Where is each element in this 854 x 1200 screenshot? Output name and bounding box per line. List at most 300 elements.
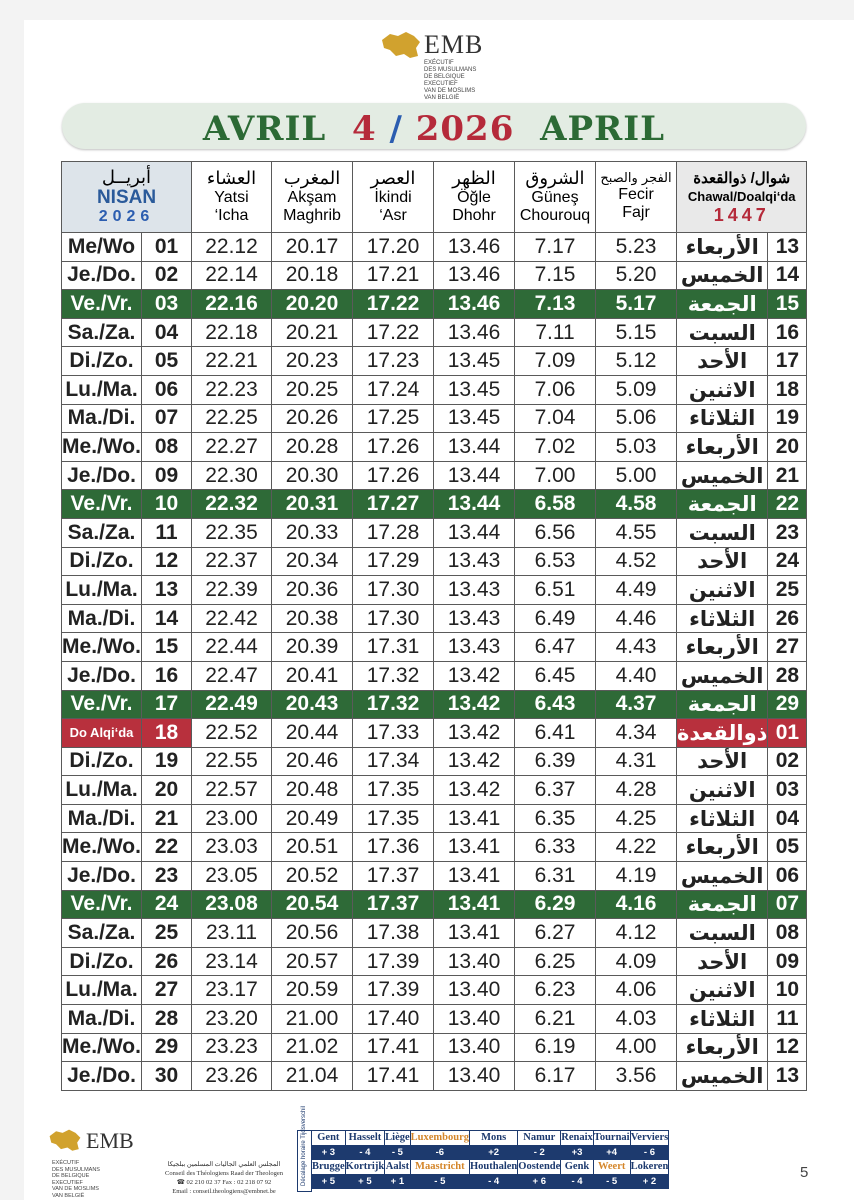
chourouq-time: 6.25: [515, 947, 596, 976]
isha-time: 23.08: [192, 890, 272, 919]
asr-time: 17.41: [353, 1033, 434, 1062]
asr-time: 17.22: [353, 290, 434, 319]
day-cell: Je./Do.: [62, 1062, 142, 1091]
day-cell: Me./Wo.: [62, 433, 142, 462]
council-email: Email : conseil.theologiens@embnet.be: [172, 1188, 276, 1195]
chourouq-time: 6.53: [515, 547, 596, 576]
city-offset: - 6: [630, 1145, 669, 1160]
arabic-day-cell: الثلاثاء: [677, 404, 768, 433]
asr-time: 17.39: [353, 976, 434, 1005]
isha-time: 23.17: [192, 976, 272, 1005]
dhohr-time: 13.42: [434, 747, 515, 776]
maghrib-time: 20.21: [272, 318, 353, 347]
hijri-date-cell: 19: [768, 404, 807, 433]
day-cell: Me./Wo.: [62, 1033, 142, 1062]
header-asr: العصر İkindi ‘Asr: [353, 162, 434, 233]
fajr-time: 5.12: [596, 347, 677, 376]
table-row: [62, 604, 807, 633]
chourouq-time: 6.23: [515, 976, 596, 1005]
day-cell: Sa./Za.: [62, 518, 142, 547]
asr-time: 17.39: [353, 947, 434, 976]
chourouq-time: 6.49: [515, 604, 596, 633]
table-row: [62, 375, 807, 404]
city-name: Renaix: [561, 1132, 593, 1144]
table-row: [62, 547, 807, 576]
table-row: [62, 719, 807, 748]
fajr-time: 4.22: [596, 833, 677, 862]
maghrib-time: 20.17: [272, 233, 353, 262]
fajr-time: 5.15: [596, 318, 677, 347]
dhohr-time: 13.40: [434, 1033, 515, 1062]
table-row: [62, 776, 807, 805]
chourouq-time: 6.17: [515, 1062, 596, 1091]
isha-time: 22.42: [192, 604, 272, 633]
month-banner: [62, 103, 806, 149]
fajr-time: 4.55: [596, 518, 677, 547]
day-cell: Ve./Vr.: [62, 290, 142, 319]
city-name: Houthalen: [470, 1161, 518, 1173]
asr-time: 17.35: [353, 804, 434, 833]
chourouq-time: 6.45: [515, 661, 596, 690]
asr-time: 17.20: [353, 233, 434, 262]
city-offset: - 4: [561, 1174, 594, 1189]
dhohr-time: 13.43: [434, 576, 515, 605]
dhohr-time: 13.42: [434, 776, 515, 805]
hijri-date-cell: 13: [768, 233, 807, 262]
city-offset: - 2: [518, 1145, 561, 1160]
chourouq-time: 7.15: [515, 261, 596, 290]
arabic-day-cell: الثلاثاء: [677, 1005, 768, 1034]
asr-time: 17.28: [353, 518, 434, 547]
arabic-day-cell: الجمعة: [677, 890, 768, 919]
dhohr-time: 13.44: [434, 461, 515, 490]
page-number: 5: [800, 1164, 809, 1181]
fajr-time: 4.09: [596, 947, 677, 976]
fajr-time: 4.58: [596, 490, 677, 519]
arabic-day-cell: السبت: [677, 518, 768, 547]
arabic-day-cell: الخميس: [677, 461, 768, 490]
arabic-day-cell: الاثنين: [677, 976, 768, 1005]
asr-time: 17.27: [353, 490, 434, 519]
council-name: Conseil des Théologiens Raad der Theologen: [165, 1170, 283, 1177]
dhohr-time: 13.44: [434, 433, 515, 462]
isha-time: 22.25: [192, 404, 272, 433]
date-cell: 10: [142, 490, 192, 519]
fajr-time: 4.40: [596, 661, 677, 690]
table-row: [62, 261, 807, 290]
table-row: [62, 1033, 807, 1062]
date-cell: 03: [142, 290, 192, 319]
arabic-day-cell: الجمعة: [677, 490, 768, 519]
month-number: 4: [351, 109, 377, 149]
footer-brand-subtitle: EXÉCUTIF DES MUSULMANS DE BELGIQUE EXECUTIEF VAN DE MOSLIMS VAN BELGIË: [52, 1160, 100, 1199]
arabic-day-cell: الثلاثاء: [677, 604, 768, 633]
date-cell: 23: [142, 862, 192, 891]
isha-time: 23.00: [192, 804, 272, 833]
chourouq-time: 6.47: [515, 633, 596, 662]
date-cell: 02: [142, 261, 192, 290]
arabic-day-cell: الأحد: [677, 747, 768, 776]
date-cell: 11: [142, 518, 192, 547]
date-cell: 06: [142, 375, 192, 404]
isha-time: 22.30: [192, 461, 272, 490]
arabic-day-cell: الخميس: [677, 261, 768, 290]
arabic-day-cell: الاثنين: [677, 375, 768, 404]
isha-time: 22.37: [192, 547, 272, 576]
day-cell: Lu./Ma.: [62, 375, 142, 404]
day-cell: Di./Zo.: [62, 747, 142, 776]
arabic-day-cell: الأربعاء: [677, 1033, 768, 1062]
day-cell: Je./Do.: [62, 661, 142, 690]
date-cell: 17: [142, 690, 192, 719]
day-cell: Me/Wo: [62, 233, 142, 262]
date-cell: 05: [142, 347, 192, 376]
city-offset: + 6: [518, 1174, 561, 1189]
maghrib-time: 20.48: [272, 776, 353, 805]
arabic-day-cell: الأربعاء: [677, 233, 768, 262]
city-offset: + 1: [385, 1174, 411, 1189]
arabic-day-cell: الاثنين: [677, 776, 768, 805]
maghrib-time: 20.28: [272, 433, 353, 462]
day-cell: Do Alqi‘da: [62, 719, 142, 748]
asr-time: 17.40: [353, 1005, 434, 1034]
city-name: Mons: [470, 1131, 518, 1146]
arabic-day-cell: الأحد: [677, 347, 768, 376]
isha-time: 22.16: [192, 290, 272, 319]
day-cell: Je./Do.: [62, 862, 142, 891]
table-row: [62, 919, 807, 948]
fajr-time: 4.12: [596, 919, 677, 948]
chourouq-time: 6.51: [515, 576, 596, 605]
hijri-date-cell: 23: [768, 518, 807, 547]
isha-time: 22.12: [192, 233, 272, 262]
asr-time: 17.22: [353, 318, 434, 347]
day-cell: Ve./Vr.: [62, 690, 142, 719]
date-cell: 19: [142, 747, 192, 776]
time-offset-label: Décalage horaire Tijdsverschil: [297, 1130, 312, 1192]
date-cell: 18: [142, 719, 192, 748]
chourouq-time: 7.13: [515, 290, 596, 319]
date-cell: 22: [142, 833, 192, 862]
date-cell: 08: [142, 433, 192, 462]
day-cell: Di./Zo.: [62, 947, 142, 976]
city-name: Kortrijk: [345, 1161, 385, 1173]
header-nisan: أبريــل NISAN 2026: [62, 162, 192, 233]
council-arabic: المجلس العلمي الجاليات المسلمين ببلجيكا: [167, 1161, 281, 1168]
chourouq-time: 7.17: [515, 233, 596, 262]
day-cell: Lu./Ma.: [62, 576, 142, 605]
chourouq-time: 6.56: [515, 518, 596, 547]
dhohr-time: 13.40: [434, 947, 515, 976]
header-chourouq: الشروق Güneş Chourouq: [515, 162, 596, 233]
date-cell: 26: [142, 947, 192, 976]
city-offset: + 3: [312, 1145, 346, 1160]
brand-name: EMB: [424, 30, 484, 59]
hijri-date-cell: 02: [768, 747, 807, 776]
maghrib-time: 20.26: [272, 404, 353, 433]
maghrib-time: 20.33: [272, 518, 353, 547]
isha-time: 23.11: [192, 919, 272, 948]
maghrib-time: 20.23: [272, 347, 353, 376]
asr-time: 17.41: [353, 1062, 434, 1091]
header-fajr: الفجر والصبح Fecir Fajr: [596, 162, 677, 233]
asr-time: 17.37: [353, 890, 434, 919]
isha-time: 22.44: [192, 633, 272, 662]
city-name: Weert: [593, 1160, 630, 1175]
hijri-date-cell: 12: [768, 1033, 807, 1062]
hijri-date-cell: 10: [768, 976, 807, 1005]
maghrib-time: 20.46: [272, 747, 353, 776]
dhohr-time: 13.40: [434, 1062, 515, 1091]
fajr-time: 4.19: [596, 862, 677, 891]
day-cell: Je./Do.: [62, 261, 142, 290]
fajr-time: 4.06: [596, 976, 677, 1005]
fajr-time: 4.03: [596, 1005, 677, 1034]
city-offset: - 4: [470, 1174, 518, 1189]
chourouq-time: 6.31: [515, 862, 596, 891]
day-cell: Sa./Za.: [62, 919, 142, 948]
hijri-date-cell: 04: [768, 804, 807, 833]
arabic-day-cell: الخميس: [677, 862, 768, 891]
hijri-date-cell: 26: [768, 604, 807, 633]
arabic-day-cell: الجمعة: [677, 290, 768, 319]
day-cell: Ma./Di.: [62, 804, 142, 833]
arabic-day-cell: الخميس: [677, 1062, 768, 1091]
city-offset: -6: [410, 1145, 469, 1160]
hijri-date-cell: 18: [768, 375, 807, 404]
hijri-date-cell: 20: [768, 433, 807, 462]
date-cell: 24: [142, 890, 192, 919]
hijri-date-cell: 21: [768, 461, 807, 490]
chourouq-time: 6.27: [515, 919, 596, 948]
hijri-date-cell: 03: [768, 776, 807, 805]
isha-time: 22.18: [192, 318, 272, 347]
city-row: [312, 1131, 669, 1146]
asr-time: 17.34: [353, 747, 434, 776]
hijri-date-cell: 17: [768, 347, 807, 376]
city-offset: - 5: [593, 1174, 630, 1189]
belgium-map-icon: [48, 1128, 82, 1154]
chourouq-time: 6.41: [515, 719, 596, 748]
date-cell: 20: [142, 776, 192, 805]
hijri-date-cell: 01: [768, 719, 807, 748]
table-row: [62, 862, 807, 891]
dhohr-time: 13.40: [434, 976, 515, 1005]
table-row: [62, 1005, 807, 1034]
asr-time: 17.30: [353, 576, 434, 605]
hijri-date-cell: 22: [768, 490, 807, 519]
fajr-time: 5.20: [596, 261, 677, 290]
asr-time: 17.23: [353, 347, 434, 376]
header-isha: العشاء Yatsi ‘Icha: [192, 162, 272, 233]
city-name: Brugge: [312, 1161, 345, 1173]
footer-brand-name: EMB: [86, 1128, 134, 1153]
chourouq-time: 7.00: [515, 461, 596, 490]
chourouq-time: 7.09: [515, 347, 596, 376]
isha-time: 22.39: [192, 576, 272, 605]
city-offset: - 5: [385, 1145, 411, 1160]
hijri-date-cell: 08: [768, 919, 807, 948]
belgium-map-icon: [380, 30, 422, 62]
dhohr-time: 13.40: [434, 1005, 515, 1034]
chourouq-time: 6.37: [515, 776, 596, 805]
date-cell: 14: [142, 604, 192, 633]
table-row: [62, 833, 807, 862]
council-contact: [156, 1160, 292, 1196]
city-name: Maastricht: [410, 1160, 469, 1175]
prayer-times-table: [61, 161, 807, 1091]
hijri-date-cell: 25: [768, 576, 807, 605]
maghrib-time: 20.57: [272, 947, 353, 976]
asr-time: 17.24: [353, 375, 434, 404]
maghrib-time: 20.31: [272, 490, 353, 519]
dhohr-time: 13.43: [434, 604, 515, 633]
arabic-day-cell: الأحد: [677, 547, 768, 576]
day-cell: Ve./Vr.: [62, 490, 142, 519]
fajr-time: 4.34: [596, 719, 677, 748]
city-offset: +2: [470, 1145, 518, 1160]
asr-time: 17.36: [353, 833, 434, 862]
arabic-day-cell: السبت: [677, 919, 768, 948]
dhohr-time: 13.41: [434, 804, 515, 833]
city-row: [312, 1160, 669, 1175]
dhohr-time: 13.42: [434, 719, 515, 748]
isha-time: 23.23: [192, 1033, 272, 1062]
fajr-time: 4.37: [596, 690, 677, 719]
offset-row: [312, 1145, 669, 1160]
hijri-date-cell: 28: [768, 661, 807, 690]
asr-time: 17.26: [353, 461, 434, 490]
maghrib-time: 20.18: [272, 261, 353, 290]
chourouq-time: 6.35: [515, 804, 596, 833]
hijri-date-cell: 24: [768, 547, 807, 576]
asr-time: 17.32: [353, 690, 434, 719]
isha-time: 22.47: [192, 661, 272, 690]
hijri-date-cell: 07: [768, 890, 807, 919]
chourouq-time: 6.43: [515, 690, 596, 719]
table-row: [62, 290, 807, 319]
maghrib-time: 21.04: [272, 1062, 353, 1091]
city-offset: +4: [593, 1145, 630, 1160]
chourouq-time: 6.21: [515, 1005, 596, 1034]
maghrib-time: 20.25: [272, 375, 353, 404]
asr-time: 17.30: [353, 604, 434, 633]
day-cell: Ma./Di.: [62, 1005, 142, 1034]
brand-subtitle: EXÉCUTIF DES MUSULMANS DE BELGIQUE EXECUTIEF VAN DE MOSLIMS VAN BELGIË: [424, 60, 477, 101]
city-name: Genk: [561, 1160, 594, 1175]
dhohr-time: 13.41: [434, 919, 515, 948]
table-row: [62, 518, 807, 547]
table-row: [62, 318, 807, 347]
city-name: Namur: [518, 1131, 561, 1146]
table-row: [62, 576, 807, 605]
asr-time: 17.26: [353, 433, 434, 462]
date-cell: 29: [142, 1033, 192, 1062]
chourouq-time: 6.19: [515, 1033, 596, 1062]
maghrib-time: 20.36: [272, 576, 353, 605]
dhohr-time: 13.43: [434, 633, 515, 662]
year: 2026: [415, 109, 515, 149]
maghrib-time: 20.51: [272, 833, 353, 862]
table-row: [62, 947, 807, 976]
isha-time: 22.35: [192, 518, 272, 547]
chourouq-time: 6.39: [515, 747, 596, 776]
city-offset: - 5: [410, 1174, 469, 1189]
chourouq-time: 6.58: [515, 490, 596, 519]
isha-time: 22.32: [192, 490, 272, 519]
dhohr-time: 13.41: [434, 833, 515, 862]
asr-time: 17.21: [353, 261, 434, 290]
table-row: [62, 490, 807, 519]
city-offset: - 4: [345, 1145, 385, 1160]
asr-time: 17.29: [353, 547, 434, 576]
table-row: [62, 433, 807, 462]
hijri-date-cell: 14: [768, 261, 807, 290]
isha-time: 22.55: [192, 747, 272, 776]
fajr-time: 4.16: [596, 890, 677, 919]
date-cell: 25: [142, 919, 192, 948]
isha-time: 23.26: [192, 1062, 272, 1091]
city-name: Liège: [385, 1132, 410, 1144]
table-row: [62, 633, 807, 662]
chourouq-time: 6.33: [515, 833, 596, 862]
arabic-day-cell: الأحد: [677, 947, 768, 976]
dhohr-time: 13.46: [434, 318, 515, 347]
asr-time: 17.37: [353, 862, 434, 891]
chourouq-time: 6.29: [515, 890, 596, 919]
day-cell: Ve./Vr.: [62, 890, 142, 919]
table-row: [62, 661, 807, 690]
header-hijri: شوال/ ذوالقعدة Chawal/Doalqi‘da 1447: [677, 162, 807, 233]
date-cell: 15: [142, 633, 192, 662]
city-name: Tournai: [593, 1132, 630, 1144]
arabic-day-cell: الاثنين: [677, 576, 768, 605]
city-name: Gent: [312, 1131, 346, 1146]
day-cell: Me./Wo.: [62, 833, 142, 862]
fajr-time: 4.25: [596, 804, 677, 833]
arabic-day-cell: الخميس: [677, 661, 768, 690]
maghrib-time: 20.39: [272, 633, 353, 662]
fajr-time: 5.23: [596, 233, 677, 262]
arabic-day-cell: الأربعاء: [677, 433, 768, 462]
dhohr-time: 13.43: [434, 547, 515, 576]
arabic-day-cell: الأربعاء: [677, 833, 768, 862]
dhohr-time: 13.42: [434, 661, 515, 690]
fajr-time: 4.52: [596, 547, 677, 576]
arabic-day-cell: الجمعة: [677, 690, 768, 719]
fajr-time: 4.46: [596, 604, 677, 633]
isha-time: 22.23: [192, 375, 272, 404]
arabic-day-cell: ذوالقعدة: [677, 719, 768, 748]
fajr-time: 4.43: [596, 633, 677, 662]
city-name: Oostende: [518, 1161, 561, 1173]
isha-time: 23.14: [192, 947, 272, 976]
dhohr-time: 13.45: [434, 404, 515, 433]
fajr-time: 4.31: [596, 747, 677, 776]
table-row: [62, 347, 807, 376]
fajr-time: 5.17: [596, 290, 677, 319]
fajr-time: 5.03: [596, 433, 677, 462]
asr-time: 17.35: [353, 776, 434, 805]
date-cell: 28: [142, 1005, 192, 1034]
date-cell: 21: [142, 804, 192, 833]
city-name: Lokeren: [630, 1161, 669, 1173]
dhohr-time: 13.42: [434, 690, 515, 719]
isha-time: 22.57: [192, 776, 272, 805]
day-cell: Je./Do.: [62, 461, 142, 490]
arabic-day-cell: الأربعاء: [677, 633, 768, 662]
maghrib-time: 20.54: [272, 890, 353, 919]
